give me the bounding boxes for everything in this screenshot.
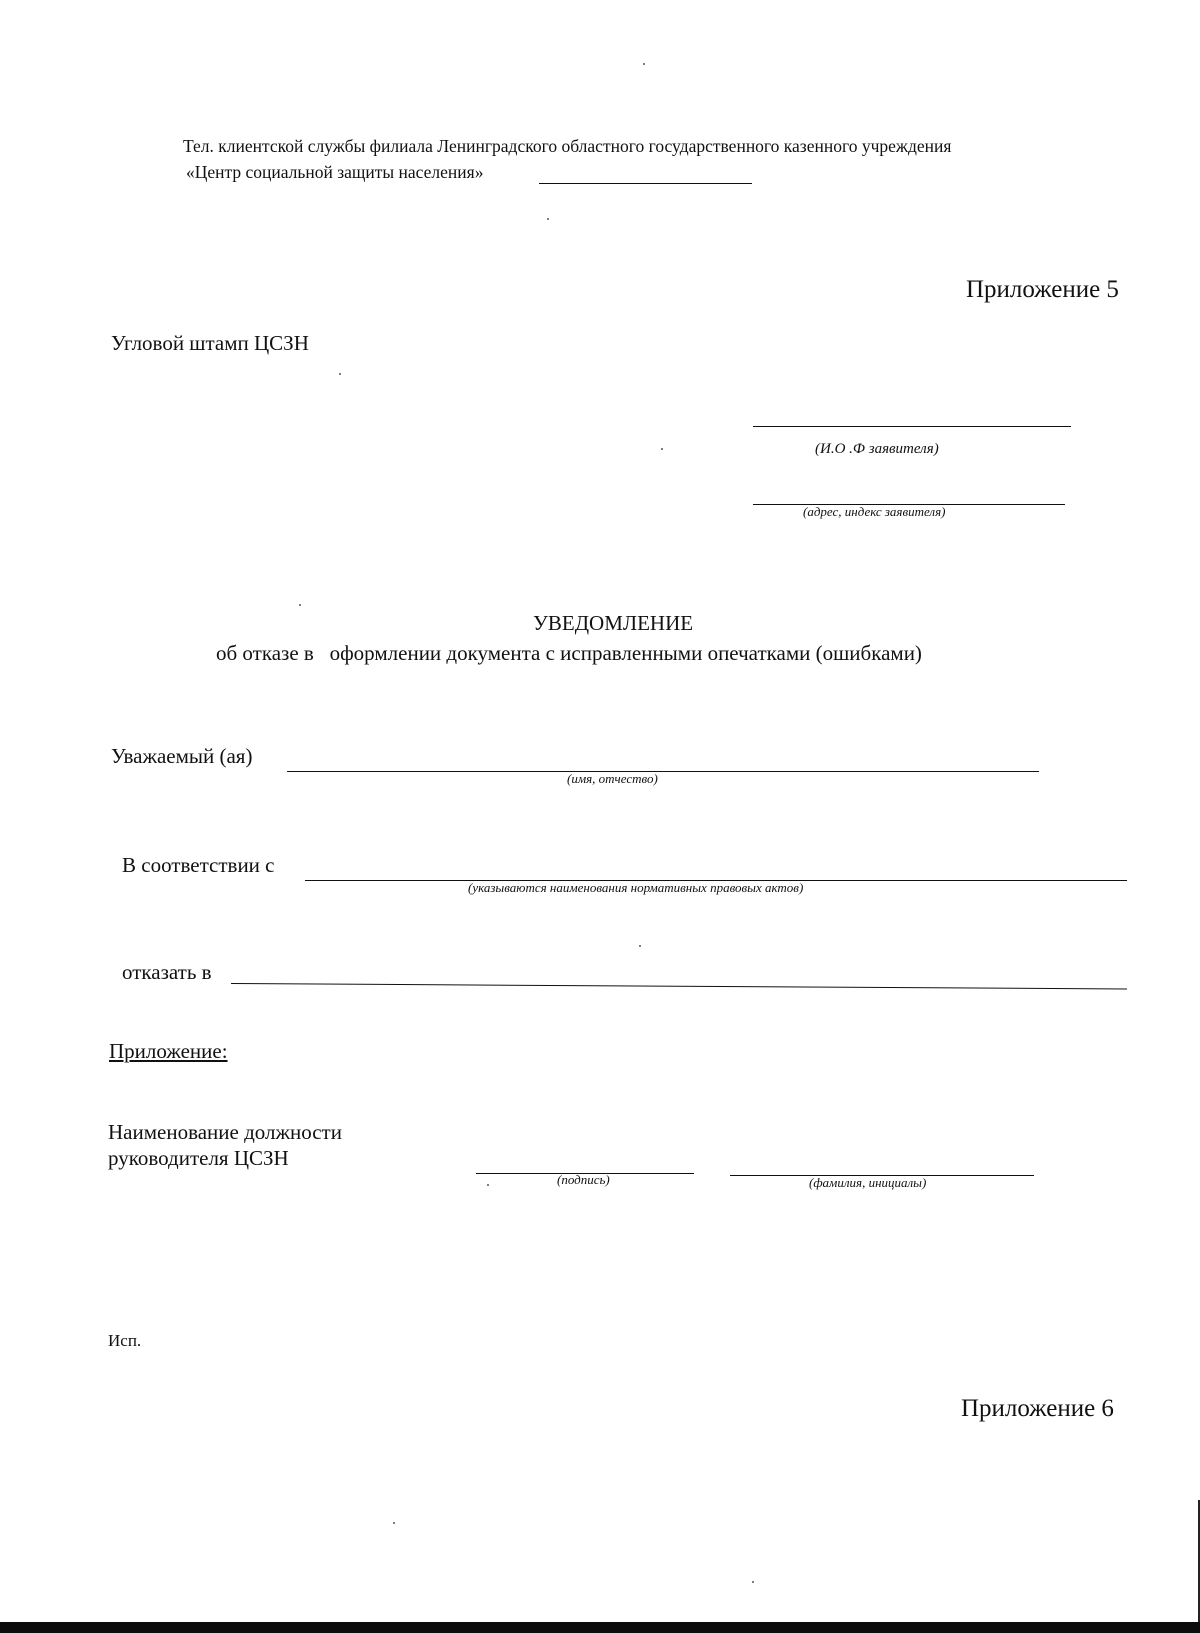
notice-subtitle: об отказе в оформлении документа с исправленными опечатками (ошибками) xyxy=(216,641,922,665)
applicant-name-caption: (И.О .Ф заявителя) xyxy=(815,441,939,457)
scan-speck xyxy=(661,448,663,450)
position-title-line-1: Наименование должности xyxy=(108,1120,342,1144)
appendix-5-label: Приложение 5 xyxy=(966,276,1119,303)
greeting-name-line xyxy=(287,771,1039,772)
refuse-label: отказать в xyxy=(122,960,212,984)
scan-speck xyxy=(752,1581,754,1583)
greeting-label: Уважаемый (ая) xyxy=(111,744,253,768)
scan-edge-bottom xyxy=(0,1622,1200,1633)
scan-speck xyxy=(339,373,341,375)
scan-speck xyxy=(393,1522,395,1524)
position-title-line-2: руководителя ЦСЗН xyxy=(108,1146,289,1170)
appendix-6-label: Приложение 6 xyxy=(961,1395,1114,1422)
accordance-acts-caption: (указываются наименования нормативных правовых актов) xyxy=(468,880,804,895)
refuse-reason-line xyxy=(231,983,1127,989)
corner-stamp-label: Угловой штамп ЦСЗН xyxy=(111,331,309,355)
scan-speck xyxy=(487,1184,489,1186)
attachment-label: Приложение: xyxy=(109,1039,228,1063)
scan-speck xyxy=(639,945,641,947)
executor-label: Исп. xyxy=(108,1331,142,1350)
applicant-address-caption: (адрес, индекс заявителя) xyxy=(803,504,946,519)
signature-caption: (подпись) xyxy=(557,1172,610,1187)
header-phone-blank-line xyxy=(539,183,752,184)
header-phone-line-1: Тел. клиентской службы филиала Ленинградского областного государственного казенного учреждения xyxy=(183,136,952,156)
greeting-name-caption: (имя, отчество) xyxy=(567,771,658,786)
surname-initials-caption: (фамилия, инициалы) xyxy=(809,1175,927,1190)
header-phone-line-2: «Центр социальной защиты населения» xyxy=(186,162,484,182)
notice-title: УВЕДОМЛЕНИЕ xyxy=(533,611,694,635)
applicant-name-line xyxy=(753,426,1071,427)
scan-speck xyxy=(299,604,301,606)
scan-speck xyxy=(547,218,549,220)
scan-speck xyxy=(643,63,645,65)
accordance-label: В соответствии с xyxy=(122,853,275,877)
